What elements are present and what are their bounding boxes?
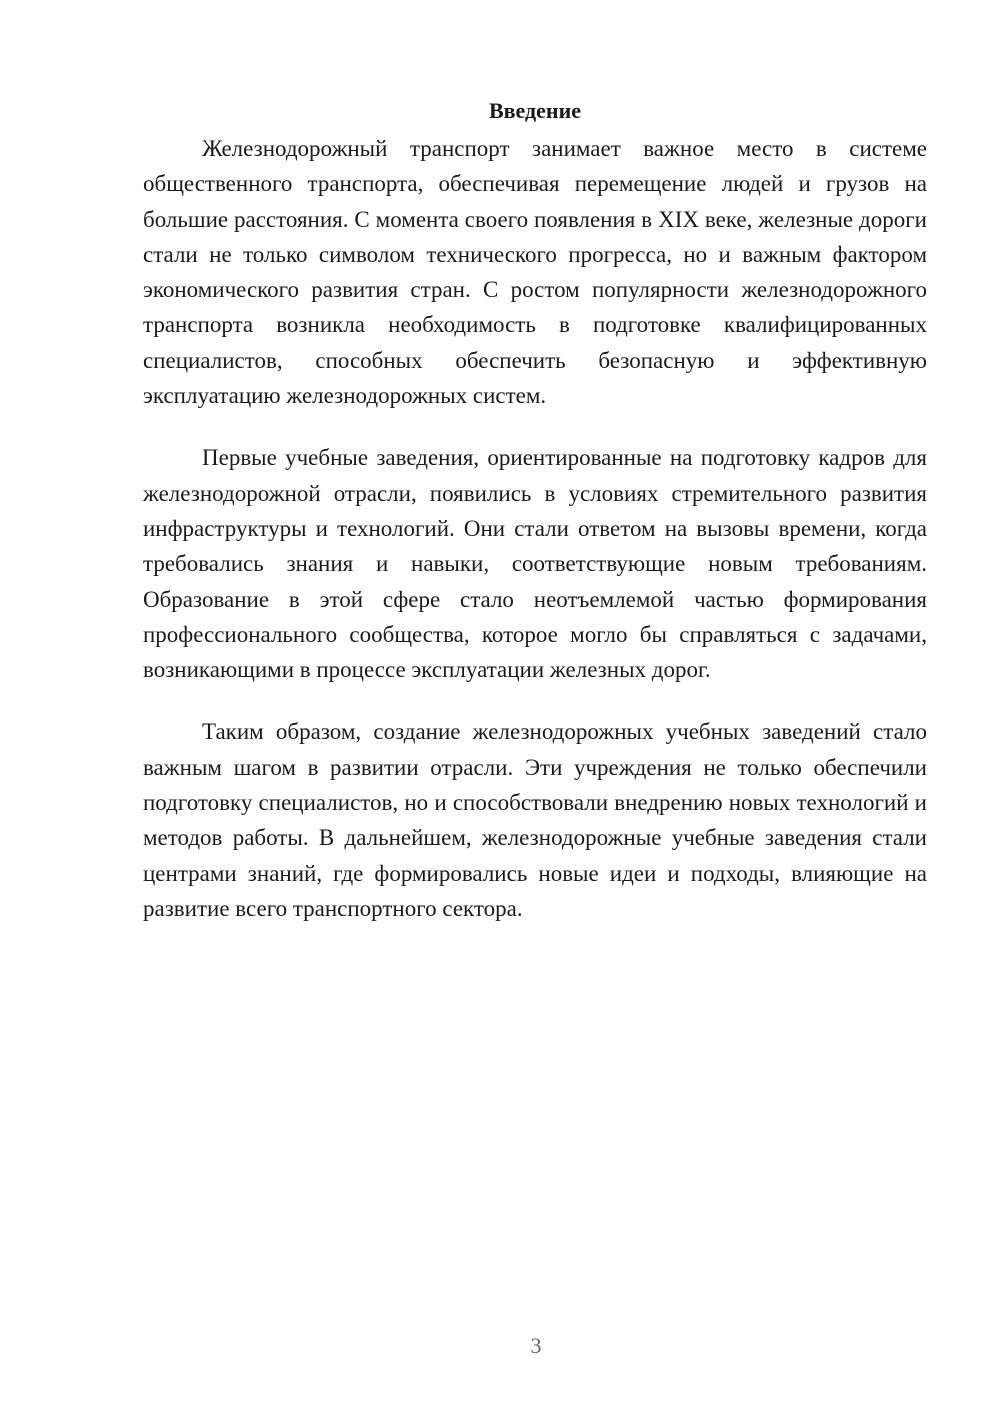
- page-number: 3: [530, 1333, 542, 1358]
- paragraph-1: Железнодорожный транспорт занимает важное место в системе общественного транспорта, обеспечивая перемещение людей и грузов на большие расстояния. С момента своего появления в XIX веке, железные дороги стали не только символом технического прогресса, но и важным фактором экономического развития стран. С ростом популярности железнодорожного транспорта возникла необходимость в подготовке квалифицированных специалистов, способных обеспечить безопасную и эффективную эксплуатацию железнодорожных систем.: [143, 136, 927, 409]
- page-title: Введение: [488, 98, 582, 123]
- paragraph-3: Таким образом, создание железнодорожных учебных заведений стало важным шагом в развитии отрасли. Эти учреждения не только обеспечили подготовку специалистов, но и способствовали внедрению новых технологий и методов работы. В дальнейшем, железнодорожные учебные заведения стали центрами знаний, где формировались новые идеи и подходы, влияющие на развитие всего транспортного сектора.: [143, 719, 927, 921]
- page-content: [143, 96, 927, 926]
- paragraph-2: Первые учебные заведения, ориентированные на подготовку кадров для железнодорожной отрасли, появились в условиях стремительного развития инфраструктуры и технологий. Они стали ответом на вызовы времени, когда требовались знания и навыки, соответствующие новым требованиям. Образование в этой сфере стало неотъемлемой частью формирования профессионального сообщества, которое могло бы справляться с задачами, возникающими в процессе эксплуатации железных дорог.: [143, 445, 927, 683]
